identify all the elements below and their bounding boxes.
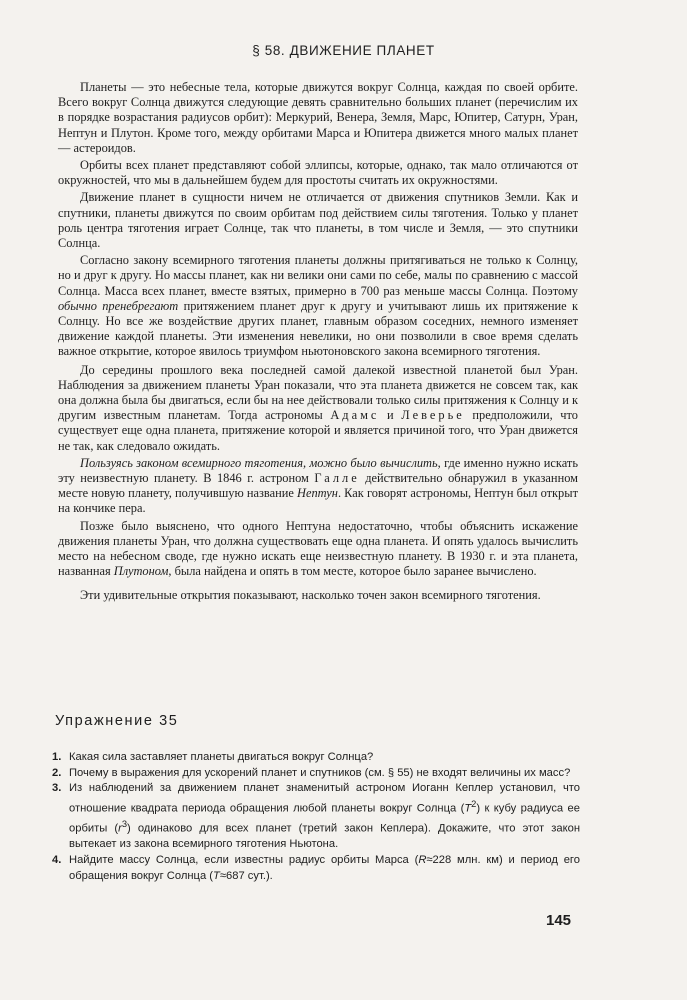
question-number: 1. (52, 751, 62, 763)
question-item: 1. Какая сила заставляет планеты двигаться вокруг Солнца? (52, 750, 580, 766)
paragraph-uranus: До середины прошлого века последней самой далекой известной планетой был Уран. Наблюдения за движением планеты Уран показали, что эта планета движется не совсем так, как она должна была бы двигаться, если бы на нее действовали только силы притяжения к Солнцу и к другим известным планетам. Тогда астрономы Адамс и Леверье предположили, что существует еще одна планета, притяжение которой и является причиной того, что Уран движется не так, как следовало ожидать. (58, 362, 578, 453)
section-title: § 58. ДВИЖЕНИЕ ПЛАНЕТ (252, 43, 435, 58)
exercise-heading: Упражнение 35 (55, 713, 179, 729)
question-number: 4. (52, 854, 62, 867)
question-item: 2. Почему в выражения для ускорений планет и спутников (см. § 55) не входят величины их масс? (52, 766, 580, 782)
body-text (58, 80, 578, 605)
paragraph-pluto: Позже было выяснено, что одного Нептуна недостаточно, чтобы объяснить искажение движения планеты Уран, что должна существовать еще одна планета. И опять удалось вычислить место на небесном своде, где нужно искать еще неизвестную планету. В 1930 г. и эта планета, названная Плутоном, была найдена и опять в том месте, которое было заранее вычислено. (58, 518, 578, 579)
page-number: 145 (546, 912, 572, 929)
paragraph-conclusion: Эти удивительные открытия показывают, насколько точен закон всемирного тяготения. (80, 587, 541, 602)
paragraph-neptune: Пользуясь законом всемирного тяготения, можно было вычислить, где именно нужно искать эту неизвестную планету. В 1846 г. астроном Галле действительно обнаружил в указанном месте новую планету, получившую название Нептун. Как говорят астрономы, Нептун был открыт на кончике пера. (58, 455, 578, 516)
question-item: 3. Из наблюдений за движением планет знаменитый астроном Иоганн Кеплер установил, что отношение квадрата периода обращения любой планеты вокруг Солнца $(T^2)$ к кубу радиуса ее орбиты $(r^3)$ одинаково для всех планет (третий закон Кеплера). Докажите, что этот закон вытекает из закона всемирного тяготения Ньютона. (52, 782, 580, 851)
question-item: 4. Найдите массу Солнца, если известны радиус орбиты Марса (R≈228 млн. км) и период его обращения вокруг Солнца (T≈687 сут.). (52, 854, 580, 882)
paragraph-mutual-attraction: Согласно закону всемирного тяготения планеты должны притягиваться не только к Солнцу, но и друг к другу. Но массы планет, как ни велики они сами по себе, малы по сравнению с массой Солнца. Масса всех планет, вместе взятых, примерно в 700 раз меньше массы Солнца. Поэтому обычно пренебрегают притяжением планет друг к другу и учитывают лишь их притяжение к Солнцу. Но все же воздействие других планет, главным образом соседних, немного изменяет движение каждой планеты. Эти изменения невелики, но они позволили в свое время сделать важное открытие, которое явилось триумфом ньютоновского закона всемирного тяготения. (58, 253, 578, 359)
paragraph-orbits: Орбиты всех планет представляют собой эллипсы, которые, однако, так мало отличаются от окружностей, что мы в дальнейшем будем для простоты считать их окружностями. (58, 158, 578, 188)
question-number: 2. (52, 766, 62, 779)
question-number: 3. (52, 782, 62, 795)
paragraph-planets-list: Планеты — это небесные тела, которые движутся вокруг Солнца, каждая по своей орбите. Всего вокруг Солнца движутся следующие девять сравнительно больших планет (перечислим их в порядке возрастания радиусов орбит): Меркурий, Венера, Земля, Марс, Юпитер, Сатурн, Уран, Нептун и Плутон. Кроме того, между орбитами Марса и Юпитера движется много малых планет — астероидов. (58, 80, 578, 155)
paragraph-motion: Движение планет в сущности ничем не отличается от движения спутников Земли. Как и спутники, планеты движутся по своим орбитам под действием силы тяготения. Только у планет роль центра тяготения играет Солнце, так что планеты, в том числе и Земля, — это спутники Солнца. (58, 190, 578, 251)
exercise-questions (52, 750, 580, 884)
